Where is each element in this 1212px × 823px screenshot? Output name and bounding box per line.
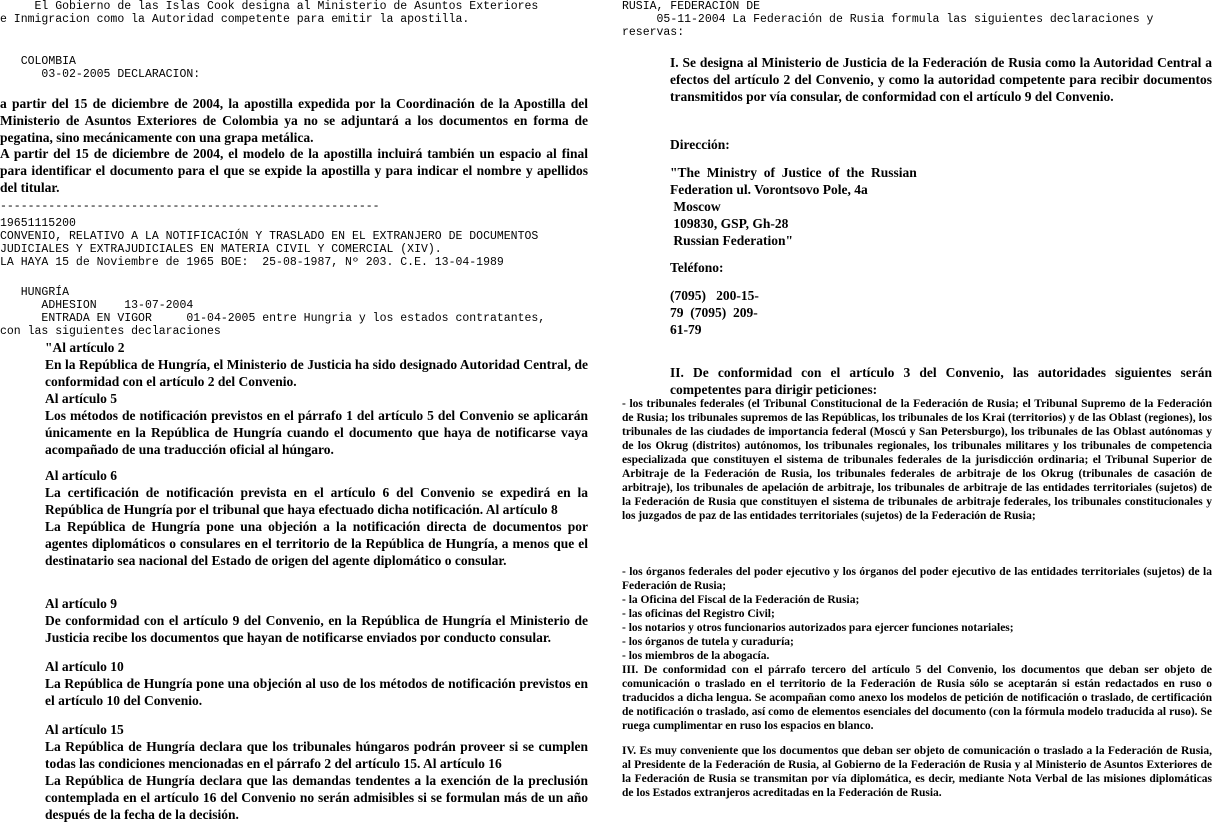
hungria-art6-title: Al artículo 6 bbox=[45, 468, 117, 483]
rusia-section-3: III. De conformidad con el párrafo tercero del artículo 5 del Convenio, los documentos que deban ser objeto de comunicación o traslado en el territorio de la Federación de Rusia sólo se aceptarán si están redactados en ruso o traducidos a dicha lengua. Se acompañan como anexo los modelos de petición de notificación o traslado, de certificación de notificación o traslado, así como de elementos esenciales del documento (con la fórmula modelo traducida al ruso). Se ruega cumplimentar en ruso los espacios en blanco. bbox=[622, 664, 1212, 732]
hungria-art15-title: Al artículo 15 bbox=[45, 722, 124, 737]
rusia-section-2-item-7: - los miembros de la abogacía. bbox=[622, 650, 770, 662]
rusia-section-1: I. Se designa al Ministerio de Justicia de la Federación de Rusia como la Autoridad Central a efectos del artículo 2 del Convenio, y como la autoridad competente para recibir documentos transmitidos por vía consular, de conformidad con el artículo 9 del Convenio. bbox=[670, 55, 1212, 104]
rusia-section-2-item-5: - los notarios y otros funcionarios autorizados para ejercer funciones notariales; bbox=[622, 622, 1014, 634]
rusia-section-2-item-2: - los órganos federales del poder ejecutivo y los órganos del poder ejecutivo de las entidades territoriales (sujetos) de la Federación de Rusia; bbox=[622, 566, 1212, 592]
hungria-art2-text: En la República de Hungría, el Ministerio de Justicia ha sido designado Autoridad Central, de conformidad con el artículo 2 del Convenio. bbox=[45, 357, 588, 389]
rusia-section-2-item-1: - los tribunales federales (el Tribunal Constitucional de la Federación de Rusia; el Tribunal Supremo de la Federación de Rusia; los tribunales supremos de las Repúblicas, los tribunales de los Krai (territorios) y de las Oblast (regiones), los tribunales de las ciudades de importancia federal (Moscú y San Petersburgo), los tribunales de las Oblast autónomas y de los Okrug (distritos) autónomos, los tribunales regionales, los tribunales militares y los tribunales de competencia especializada que constituyen el sistema de tribunales federales de la jurisdicción ordinaria; el Tribunal Superior de Arbitraje de la Federación de Rusia, los tribunales federales de arbitraje de los Okrug (tribunales de casación de arbitraje), los tribunales de apelación de arbitraje, los tribunales de arbitraje de las entidades territoriales (sujetos) de la Federación de Rusia que constituyen el sistema de tribunales de arbitraje federales, los tribunales constitucionales y los juzgados de paz de las entidades territoriales (sujetos) de la Federación de Rusia; bbox=[622, 398, 1212, 522]
telefono-label: Teléfono: bbox=[670, 260, 724, 275]
hungria-art2-title: "Al artículo 2 bbox=[45, 340, 125, 355]
colombia-heading: COLOMBIA 03-02-2005 DECLARACION: bbox=[20, 55, 201, 81]
hungria-art5-text: Los métodos de notificación previstos en el párrafo 1 del artículo 5 del Convenio se aplicarán únicamente en la República de Hungría cuando el documento que haya de notificarse vaya acompañado de una traducción oficial al húngaro. bbox=[45, 408, 588, 457]
rusia-section-2-item-4: - las oficinas del Registro Civil; bbox=[622, 608, 775, 620]
rusia-section-4: IV. Es muy conveniente que los documentos que deban ser objeto de comunicación o traslado a la Federación de Rusia, al Presidente de la Federación de Rusia, al Gobierno de la Federación de Rusia y al Ministerio de Asuntos Exteriores de la Federación de Rusia se transmitan por vía diplomática, es decir, mediante Nota Verbal de las misiones diplomáticas de los Estados extranjeros acreditadas en la Federación de Rusia. bbox=[622, 745, 1212, 799]
rusia-section-2: II. De conformidad con el artículo 3 del Convenio, las autoridades siguientes serán competentes para dirigir peticiones: bbox=[670, 365, 1212, 397]
separator-line: ------------------------------------------------------- bbox=[0, 200, 380, 213]
hungria-art16-text: La República de Hungría declara que las demandas tendentes a la exención de la preclusión contemplada en el artículo 16 del Convenio no serán admisibles si se formulan más de un año después de la fecha de la decisión. bbox=[45, 773, 588, 822]
hungria-art5-title: Al artículo 5 bbox=[45, 391, 117, 406]
hungria-art8-text: La República de Hungría pone una objeción a la notificación directa de documentos por agentes diplomáticos o consulares en el territorio de la República de Hungría, a menos que el destinatario sea nacional del Estado de origen del agente diplomático o consular. bbox=[45, 519, 588, 568]
hungria-art15-text: La República de Hungría declara que los tribunales húngaros podrán proveer si se cumplen todas las condiciones mencionadas en el párrafo 2 del artículo 15. Al artículo 16 bbox=[45, 739, 588, 771]
rusia-section-2-item-6: - los órganos de tutela y curaduría; bbox=[622, 636, 794, 648]
hungria-art9-title: Al artículo 9 bbox=[45, 596, 117, 611]
ministry-address: "The Ministry of Justice of the Russian Federation ul. Vorontsovo Pole, 4a Moscow 109830, GSP, Gh-28 Russian Federation" bbox=[670, 165, 917, 248]
convention-header: 19651115200 CONVENIO, RELATIVO A LA NOTIFICACIÓN Y TRASLADO EN EL EXTRANJERO DE DOCUMENTOS JUDICIALES Y EXTRAJUDICIALES EN MATERIA CIVIL Y COMERCIAL (XIV). LA HAYA 15 de Noviembre de 1965 BOE: 25-08-1987, Nº 203. C.E. 13-04-1989 bbox=[0, 217, 539, 269]
colombia-paragraph-1: a partir del 15 de diciembre de 2004, la apostilla expedida por la Coordinación de la Apostilla del Ministerio de Asuntos Exteriores de Colombia ya no se adjuntará a los documentos en forma de pegatina, sino mecánicamente con una grapa metálica. bbox=[0, 96, 588, 145]
colombia-paragraph-2: A partir del 15 de diciembre de 2004, el modelo de la apostilla incluirá también un espacio al final para identificar el documento para el que se expide la apostilla y para indicar el nombre y apellidos del titular. bbox=[0, 146, 588, 195]
rusia-section-2-item-3: - la Oficina del Fiscal de la Federación de Rusia; bbox=[622, 594, 860, 606]
hungria-art10-title: Al artículo 10 bbox=[45, 659, 124, 674]
hungria-art9-text: De conformidad con el artículo 9 del Convenio, en la República de Hungría el Ministerio de Justicia recibe los documentos que hayan de notificarse enviados por conducto consular. bbox=[45, 613, 588, 645]
direccion-label: Dirección: bbox=[670, 137, 730, 152]
rusia-heading: RUSIA, FEDERACIÓN DE 05-11-2004 La Federación de Rusia formula las siguientes declaraciones y reservas: bbox=[622, 0, 1154, 39]
hungria-art10-text: La República de Hungría pone una objeción al uso de los métodos de notificación previstos en el artículo 10 del Convenio. bbox=[45, 676, 588, 708]
hungria-art6-text: La certificación de notificación prevista en el artículo 6 del Convenio se expedirá en la República de Hungría por el tribunal que haya efectuado dicha notificación. Al artículo 8 bbox=[45, 485, 588, 517]
hungria-heading: HUNGRÍA ADHESION 13-07-2004 ENTRADA EN VIGOR 01-04-2005 entre Hungria y los estados contratantes, con las siguientes declaraciones bbox=[0, 286, 546, 338]
cook-islands-paragraph: El Gobierno de las Islas Cook designa al Ministerio de Asuntos Exteriores e Inmigracion como la Autoridad competente para emitir la apostilla. bbox=[0, 0, 539, 26]
telefono-numbers: (7095) 200-15- 79 (7095) 209- 61-79 bbox=[670, 288, 759, 337]
